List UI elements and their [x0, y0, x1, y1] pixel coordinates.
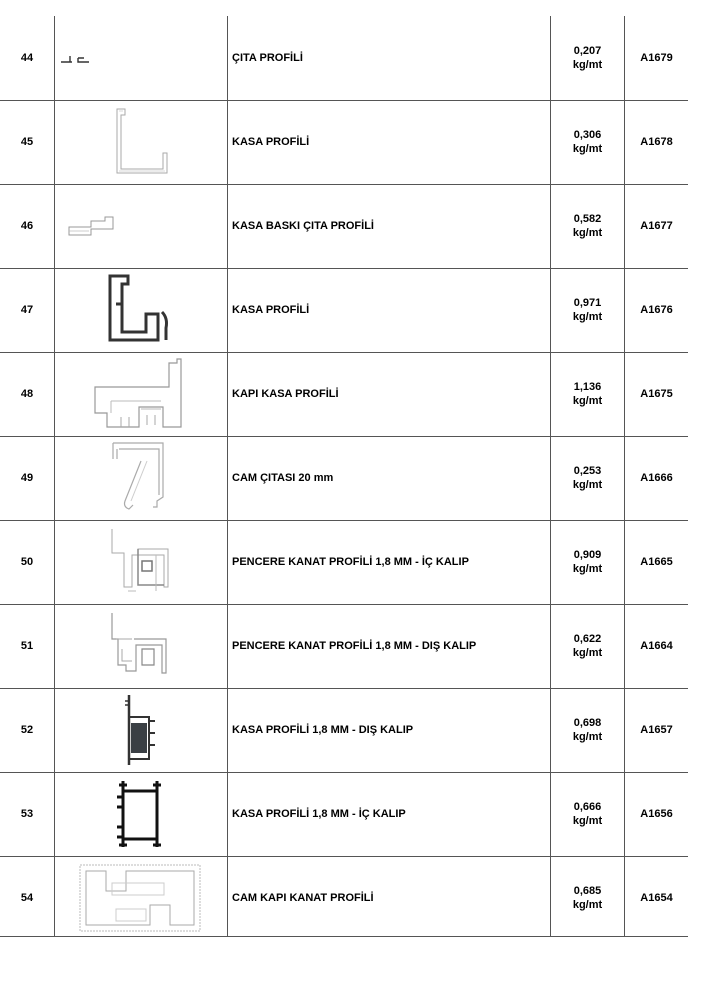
table-row [0, 352, 688, 436]
row-number: 45 [20, 136, 34, 148]
weight-unit: kg/mt [572, 899, 603, 911]
row-number: 44 [20, 52, 34, 64]
profile-name: KASA PROFİLİ 1,8 MM - İÇ KALIP [232, 808, 406, 820]
weight-unit: kg/mt [572, 563, 603, 575]
profile-code: A1666 [640, 472, 673, 484]
profile-code: A1654 [640, 892, 673, 904]
weight-unit: kg/mt [572, 815, 603, 827]
profile-code: A1675 [640, 388, 673, 400]
profile-name: PENCERE KANAT PROFİLİ 1,8 MM - DIŞ KALIP [232, 640, 477, 652]
table-row [0, 772, 688, 856]
table-row [0, 16, 688, 100]
row-number: 53 [20, 808, 34, 820]
profile-name: PENCERE KANAT PROFİLİ 1,8 MM - İÇ KALIP [232, 556, 469, 568]
profile-weight: 0,253 [573, 465, 602, 477]
table-row [0, 604, 688, 688]
profile-code: A1657 [640, 724, 673, 736]
profile-name: CAM ÇITASI 20 mm [232, 472, 334, 484]
weight-unit: kg/mt [572, 311, 603, 323]
table-row [0, 436, 688, 520]
profile-name: KASA BASKI ÇITA PROFİLİ [232, 220, 374, 232]
kasa-profili-dark-icon [106, 274, 176, 346]
weight-unit: kg/mt [572, 479, 603, 491]
profile-weight: 0,306 [573, 129, 602, 141]
profile-code: A1656 [640, 808, 673, 820]
weight-unit: kg/mt [572, 731, 603, 743]
profile-code: A1664 [640, 640, 673, 652]
weight-unit: kg/mt [572, 227, 603, 239]
kapi-kasa-profili-icon [91, 357, 191, 431]
profile-weight: 0,685 [573, 885, 602, 897]
profile-weight: 0,622 [573, 633, 602, 645]
table-row [0, 520, 688, 604]
profile-name: KASA PROFİLİ 1,8 MM - DIŞ KALIP [232, 724, 414, 736]
profile-code: A1679 [640, 52, 673, 64]
profile-code: A1676 [640, 304, 673, 316]
table-row [0, 184, 688, 268]
row-number: 48 [20, 388, 34, 400]
weight-unit: kg/mt [572, 395, 603, 407]
profile-weight: 0,698 [573, 717, 602, 729]
profile-code: A1677 [640, 220, 673, 232]
table-row [0, 100, 688, 184]
row-number: 47 [20, 304, 34, 316]
profile-table [0, 16, 688, 940]
kasa-profili-dis-icon [121, 693, 161, 767]
row-number: 52 [20, 724, 34, 736]
row-number: 54 [20, 892, 34, 904]
profile-code: A1678 [640, 136, 673, 148]
kasa-baski-cita-icon [67, 215, 117, 237]
profile-code: A1665 [640, 556, 673, 568]
row-number: 49 [20, 472, 34, 484]
profile-name: CAM KAPI KANAT PROFİLİ [232, 892, 374, 904]
pencere-kanat-dis-icon [108, 609, 174, 683]
weight-unit: kg/mt [572, 59, 603, 71]
pencere-kanat-ic-icon [108, 525, 174, 599]
table-row [0, 268, 688, 352]
profile-weight: 0,582 [573, 213, 602, 225]
table-row [0, 688, 688, 772]
weight-unit: kg/mt [572, 647, 603, 659]
weight-unit: kg/mt [572, 143, 603, 155]
profile-weight: 0,207 [573, 45, 602, 57]
table-row [0, 856, 688, 940]
profile-weight: 0,909 [573, 549, 602, 561]
cam-citasi-icon [111, 441, 171, 515]
profile-weight: 0,971 [573, 297, 602, 309]
kasa-profili-ic-icon [113, 777, 169, 851]
row-number: 51 [20, 640, 34, 652]
cita-profili-icon [60, 52, 90, 64]
cam-kapi-kanat-icon [76, 861, 206, 935]
row-number: 46 [20, 220, 34, 232]
row-number: 50 [20, 556, 34, 568]
profile-name: ÇITA PROFİLİ [232, 52, 303, 64]
profile-name: KAPI KASA PROFİLİ [232, 388, 339, 400]
profile-weight: 0,666 [573, 801, 602, 813]
profile-name: KASA PROFİLİ [232, 136, 310, 148]
profile-weight: 1,136 [573, 381, 602, 393]
profile-name: KASA PROFİLİ [232, 304, 310, 316]
kasa-profili-icon [111, 107, 171, 177]
